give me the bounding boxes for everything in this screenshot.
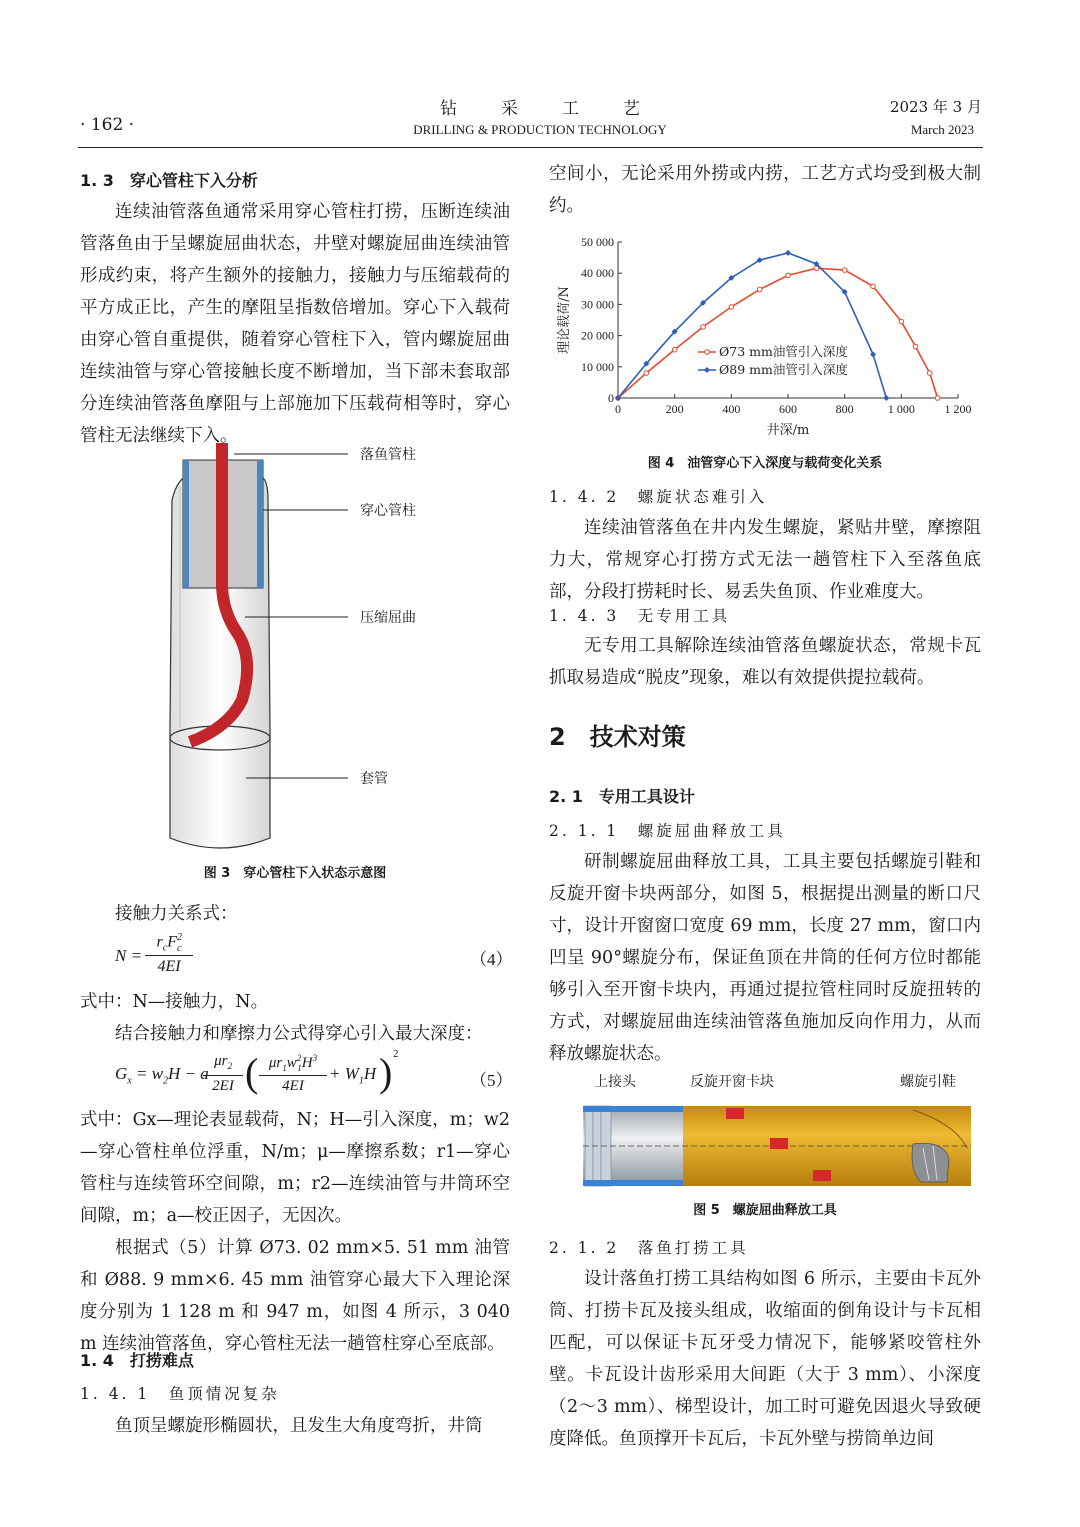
- fig5-label-window-block: 反旋开窗卡块: [690, 1074, 774, 1090]
- data-point: [871, 284, 876, 289]
- fig3-label-casing: 套管: [360, 771, 388, 787]
- data-point: [729, 305, 734, 310]
- section-2-1-1-title: 2. 1. 1 螺旋屈曲释放工具: [549, 822, 786, 840]
- figure-5-tool-image: [583, 1088, 971, 1188]
- data-point: [870, 351, 876, 357]
- section-1-4-1-title: 1. 4. 1 鱼顶情况复杂: [80, 1385, 280, 1403]
- x-tick-label: 800: [835, 402, 854, 416]
- calculation-paragraph: 根据式（5）计算 Ø73. 02 mm×5. 51 mm 油管和 Ø88. 9 mm×6. 45 mm 油管穿心最大下入理论深度分别为 1 128 m 和 947 m，如图 4 所示，3 040 m 连续油管落鱼，穿心管柱无法一趟管柱穿心至底部。: [80, 1238, 510, 1354]
- section-1-3-title: 1. 3 穿心管柱下入分析: [80, 171, 258, 190]
- fig3-label-compression-buckling: 压缩屈曲: [360, 610, 416, 626]
- figure-3-diagram: [150, 438, 490, 858]
- section-1-4-1-paragraph: 鱼顶呈螺旋形椭圆状，且发生大角度弯折，井筒: [115, 1416, 483, 1436]
- section-2-1-2-title: 2. 1. 2 落鱼打捞工具: [549, 1239, 749, 1257]
- section-2-1-title: 2. 1 专用工具设计: [549, 787, 695, 806]
- fig5-label-guide-shoe: 螺旋引鞋: [900, 1074, 956, 1090]
- page-number: · 162 ·: [80, 115, 135, 135]
- window-block: [726, 1108, 744, 1119]
- y-tick-label: 40 000: [581, 266, 614, 281]
- data-point: [842, 268, 847, 273]
- data-point: [927, 371, 932, 376]
- section-1-4-3-paragraph: 无专用工具解除连续油管落鱼螺旋状态，常规卡瓦抓取易造成“脱皮”现象，难以有效提供提拉载荷。: [549, 636, 981, 688]
- section-2-title: 2 技术对策: [549, 723, 686, 751]
- fig3-label-washover-string: 穿心管柱: [360, 503, 416, 519]
- equation-5-number: （5）: [470, 1071, 513, 1090]
- figure-3-caption: 图 3 穿心管柱下入状态示意图: [203, 866, 387, 881]
- journal-title-en: DRILLING & PRODUCTION TECHNOLOGY: [413, 122, 667, 137]
- data-point: [672, 347, 677, 352]
- issue-date-en: March 2023: [910, 122, 974, 137]
- contact-force-intro: 接触力关系式：: [115, 904, 238, 924]
- header-rule: [78, 147, 983, 148]
- data-point: [644, 371, 649, 376]
- x-tick-label: 1 200: [944, 402, 972, 416]
- section-1-4-2-title: 1. 4. 2 螺旋状态难引入: [549, 488, 768, 506]
- equation-4-note: 式中：N—接触力，N。: [80, 992, 269, 1012]
- x-tick-label: 0: [615, 402, 621, 416]
- data-point: [786, 273, 791, 278]
- data-point: [913, 344, 918, 349]
- y-tick-label: 20 000: [581, 328, 614, 343]
- x-tick-label: 200: [665, 402, 684, 416]
- y-tick-label: 30 000: [581, 297, 614, 312]
- continued-paragraph: 空间小，无论采用外捞或内捞，工艺方式均受到极大制约。: [549, 164, 981, 216]
- data-point: [785, 250, 791, 256]
- equation-4-number: （4）: [470, 950, 513, 969]
- issue-date-cn: 2023 年 3 月: [889, 98, 982, 116]
- section-1-4-title: 1. 4 打捞难点: [80, 1351, 194, 1370]
- journal-title-cn: 钻采工艺: [440, 99, 684, 119]
- x-axis-title: 井深/m: [766, 423, 810, 438]
- equation-4: N = $r_cF^2_c$ 4EI: [115, 932, 265, 978]
- figure-4-chart: [548, 228, 980, 440]
- legend-label: Ø73 mm油管引入深度: [719, 344, 848, 359]
- y-tick-label: 50 000: [581, 235, 614, 249]
- data-point: [935, 396, 940, 401]
- x-tick-label: 1 000: [887, 402, 915, 416]
- fig5-label-upper-sub: 上接头: [594, 1074, 636, 1090]
- data-point: [883, 395, 889, 401]
- max-depth-intro: 结合接触力和摩擦力公式得穿心引入最大深度：: [115, 1024, 483, 1044]
- section-2-1-2-paragraph: 设计落鱼打捞工具结构如图 6 所示，主要由卡瓦外筒、打捞卡瓦及接头组成，收缩面的倒角设计与卡瓦相匹配，可以保证卡瓦牙受力情况下，能够紧咬管柱外壁。卡瓦设计齿形采用大间距（大于 3 mm）、小深度（2～3 mm）、梯型设计，加工时可避免因退火导致硬度降低。鱼顶撑开卡瓦后，卡瓦外壁与捞筒单边间: [549, 1269, 981, 1449]
- equation-5: $G_x = w_2H - a$ $\mu r_2$ 2EI ( $\mu r_1w^2_1H^3$ 4EI + $W_1H$ ) 2: [115, 1048, 399, 1095]
- legend-marker: [705, 350, 710, 355]
- window-block: [813, 1170, 831, 1181]
- section-1-4-3-title: 1. 4. 3 无专用工具: [549, 607, 731, 625]
- data-point: [757, 287, 762, 292]
- figure-5-caption: 图 5 螺旋屈曲释放工具: [693, 1203, 837, 1218]
- legend-marker: [704, 367, 710, 373]
- section-1-3-paragraph: 连续油管落鱼通常采用穿心管柱打捞，压断连续油管落鱼由于呈螺旋屈曲状态，井壁对螺旋屈曲连续油管形成约束，将产生额外的接触力，接触力与压缩载荷的平方成正比，产生的摩阻呈指数倍增加。穿心下入载荷由穿心管自重提供，随着穿心管柱下入，管内螺旋屈曲连续油管与穿心管接触长度不断增加，当下部未套取部分连续油管落鱼摩阻与上部施加下压载荷相等时，穿心管柱无法继续下入。: [80, 202, 510, 446]
- data-point: [899, 319, 904, 324]
- y-axis-title: 理论载荷/N: [557, 286, 572, 354]
- fig3-label-fish-string: 落鱼管柱: [360, 447, 416, 463]
- window-block: [770, 1138, 788, 1149]
- data-point: [701, 325, 706, 330]
- x-tick-label: 400: [722, 402, 741, 416]
- legend-label: Ø89 mm油管引入深度: [719, 362, 848, 377]
- section-2-1-1-paragraph: 研制螺旋屈曲释放工具，工具主要包括螺旋引鞋和反旋开窗卡块两部分，如图 5，根据提出测量的断口尺寸，设计开窗窗口宽度 69 mm，长度 27 mm，窗口内凹呈 90°螺旋分布，保证鱼顶在井筒的任何方位时都能够引入至开窗卡块内，再通过提拉管柱同时反旋扭转的方式，对螺旋屈曲连续油管落鱼施加反向作用力，从而释放螺旋状态。: [549, 852, 981, 1064]
- section-1-4-2-paragraph: 连续油管落鱼在井内发生螺旋，紧贴井壁，摩擦阻力大，常规穿心打捞方式无法一趟管柱下入至落鱼底部，分段打捞耗时长、易丢失鱼顶、作业难度大。: [549, 518, 981, 602]
- y-tick-label: 10 000: [581, 359, 614, 374]
- y-tick-label: 0: [608, 391, 614, 405]
- series-line: [618, 268, 938, 398]
- figure-4-caption: 图 4 油管穿心下入深度与载荷变化关系: [647, 456, 883, 471]
- x-tick-label: 600: [779, 402, 797, 416]
- spiral-guide-shoe: [912, 1143, 949, 1182]
- equation-5-note: 式中：Gx—理论表显载荷，N；H—引入深度，m；w2—穿心管柱单位浮重，N/m；μ—摩擦系数；r1—穿心管柱与连续管环空间隙，m；r2—连续油管与井筒环空间隙，m；a—校正因子，无因次。: [80, 1110, 510, 1226]
